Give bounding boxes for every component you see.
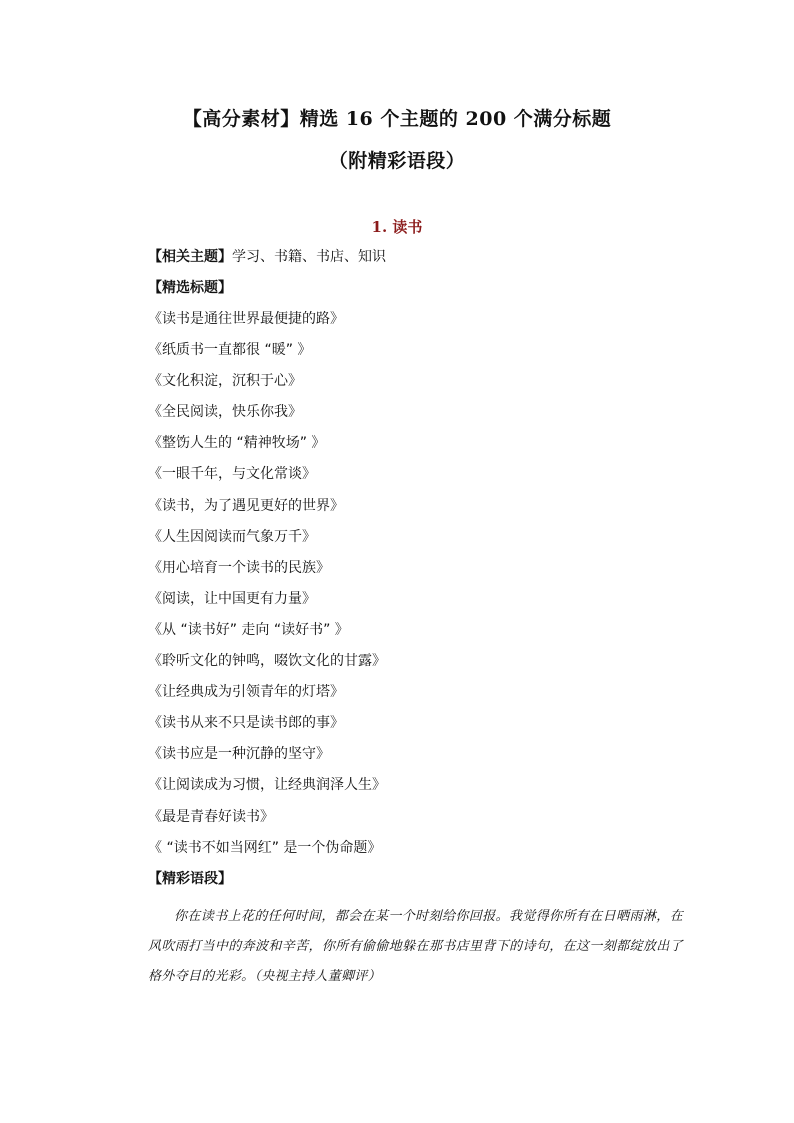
selected-titles-label: 【精选标题】 [148,280,232,296]
excerpt-line [148,868,688,899]
related-topics-text: 学习、书籍、书店、知识 [232,249,386,265]
list-item: 《 “读书不如当网红” 是一个伪命题》 [148,839,382,856]
list-item: 《用心培育一个读书的民族》 [148,559,330,576]
list-item: 《纸质书一直都很 “暖” 》 [148,342,312,359]
section-heading: 1. 读书 [371,218,423,236]
section-body [148,246,688,899]
list-item: 《读书应是一种沉静的坚守》 [148,746,330,763]
selected-titles-line [148,277,688,308]
list-item: 《阅读，让中国更有力量》 [148,590,316,607]
selected-titles-list [148,308,688,868]
list-item: 《读书从来不只是读书郎的事》 [148,715,344,732]
list-item: 《让阅读成为习惯，让经典润泽人生》 [148,777,386,794]
excerpt-label: 【精彩语段】 [148,870,232,887]
document-title: 【高分素材】精选 16 个主题的 200 个满分标题 [182,108,612,130]
list-item: 《文化积淀，沉积于心》 [148,373,302,390]
list-item: 《读书，为了遇见更好的世界》 [148,497,344,514]
list-item: 《最是青春好读书》 [148,808,274,825]
related-topics-label: 【相关主题】 [148,249,232,265]
excerpt-paragraph: 你在读书上花的任何时间，都会在某一个时刻给你回报。我觉得你所有在日晒雨淋，在风吹雨打当中的奔波和辛苦，你所有偷偷地躲在那书店里背下的诗句，在这一刻都绽放出了格外夺目的光彩。（央视主持人董卿评） [148,909,683,984]
list-item: 《聆听文化的钟鸣，啜饮文化的甘露》 [148,653,386,670]
list-item: 《让经典成为引领青年的灯塔》 [148,684,344,701]
list-item: 《全民阅读，快乐你我》 [148,404,302,421]
list-item: 《读书是通往世界最便捷的路》 [148,311,344,327]
list-item: 《整饬人生的 “精神牧场” 》 [148,435,326,452]
document-subtitle: （附精彩语段） [328,150,466,172]
related-topics-line [148,246,688,277]
list-item: 《人生因阅读而气象万千》 [148,528,316,545]
list-item: 《一眼千年，与文化常谈》 [148,466,316,483]
list-item: 《从 “读书好” 走向 “读好书” 》 [148,621,349,638]
